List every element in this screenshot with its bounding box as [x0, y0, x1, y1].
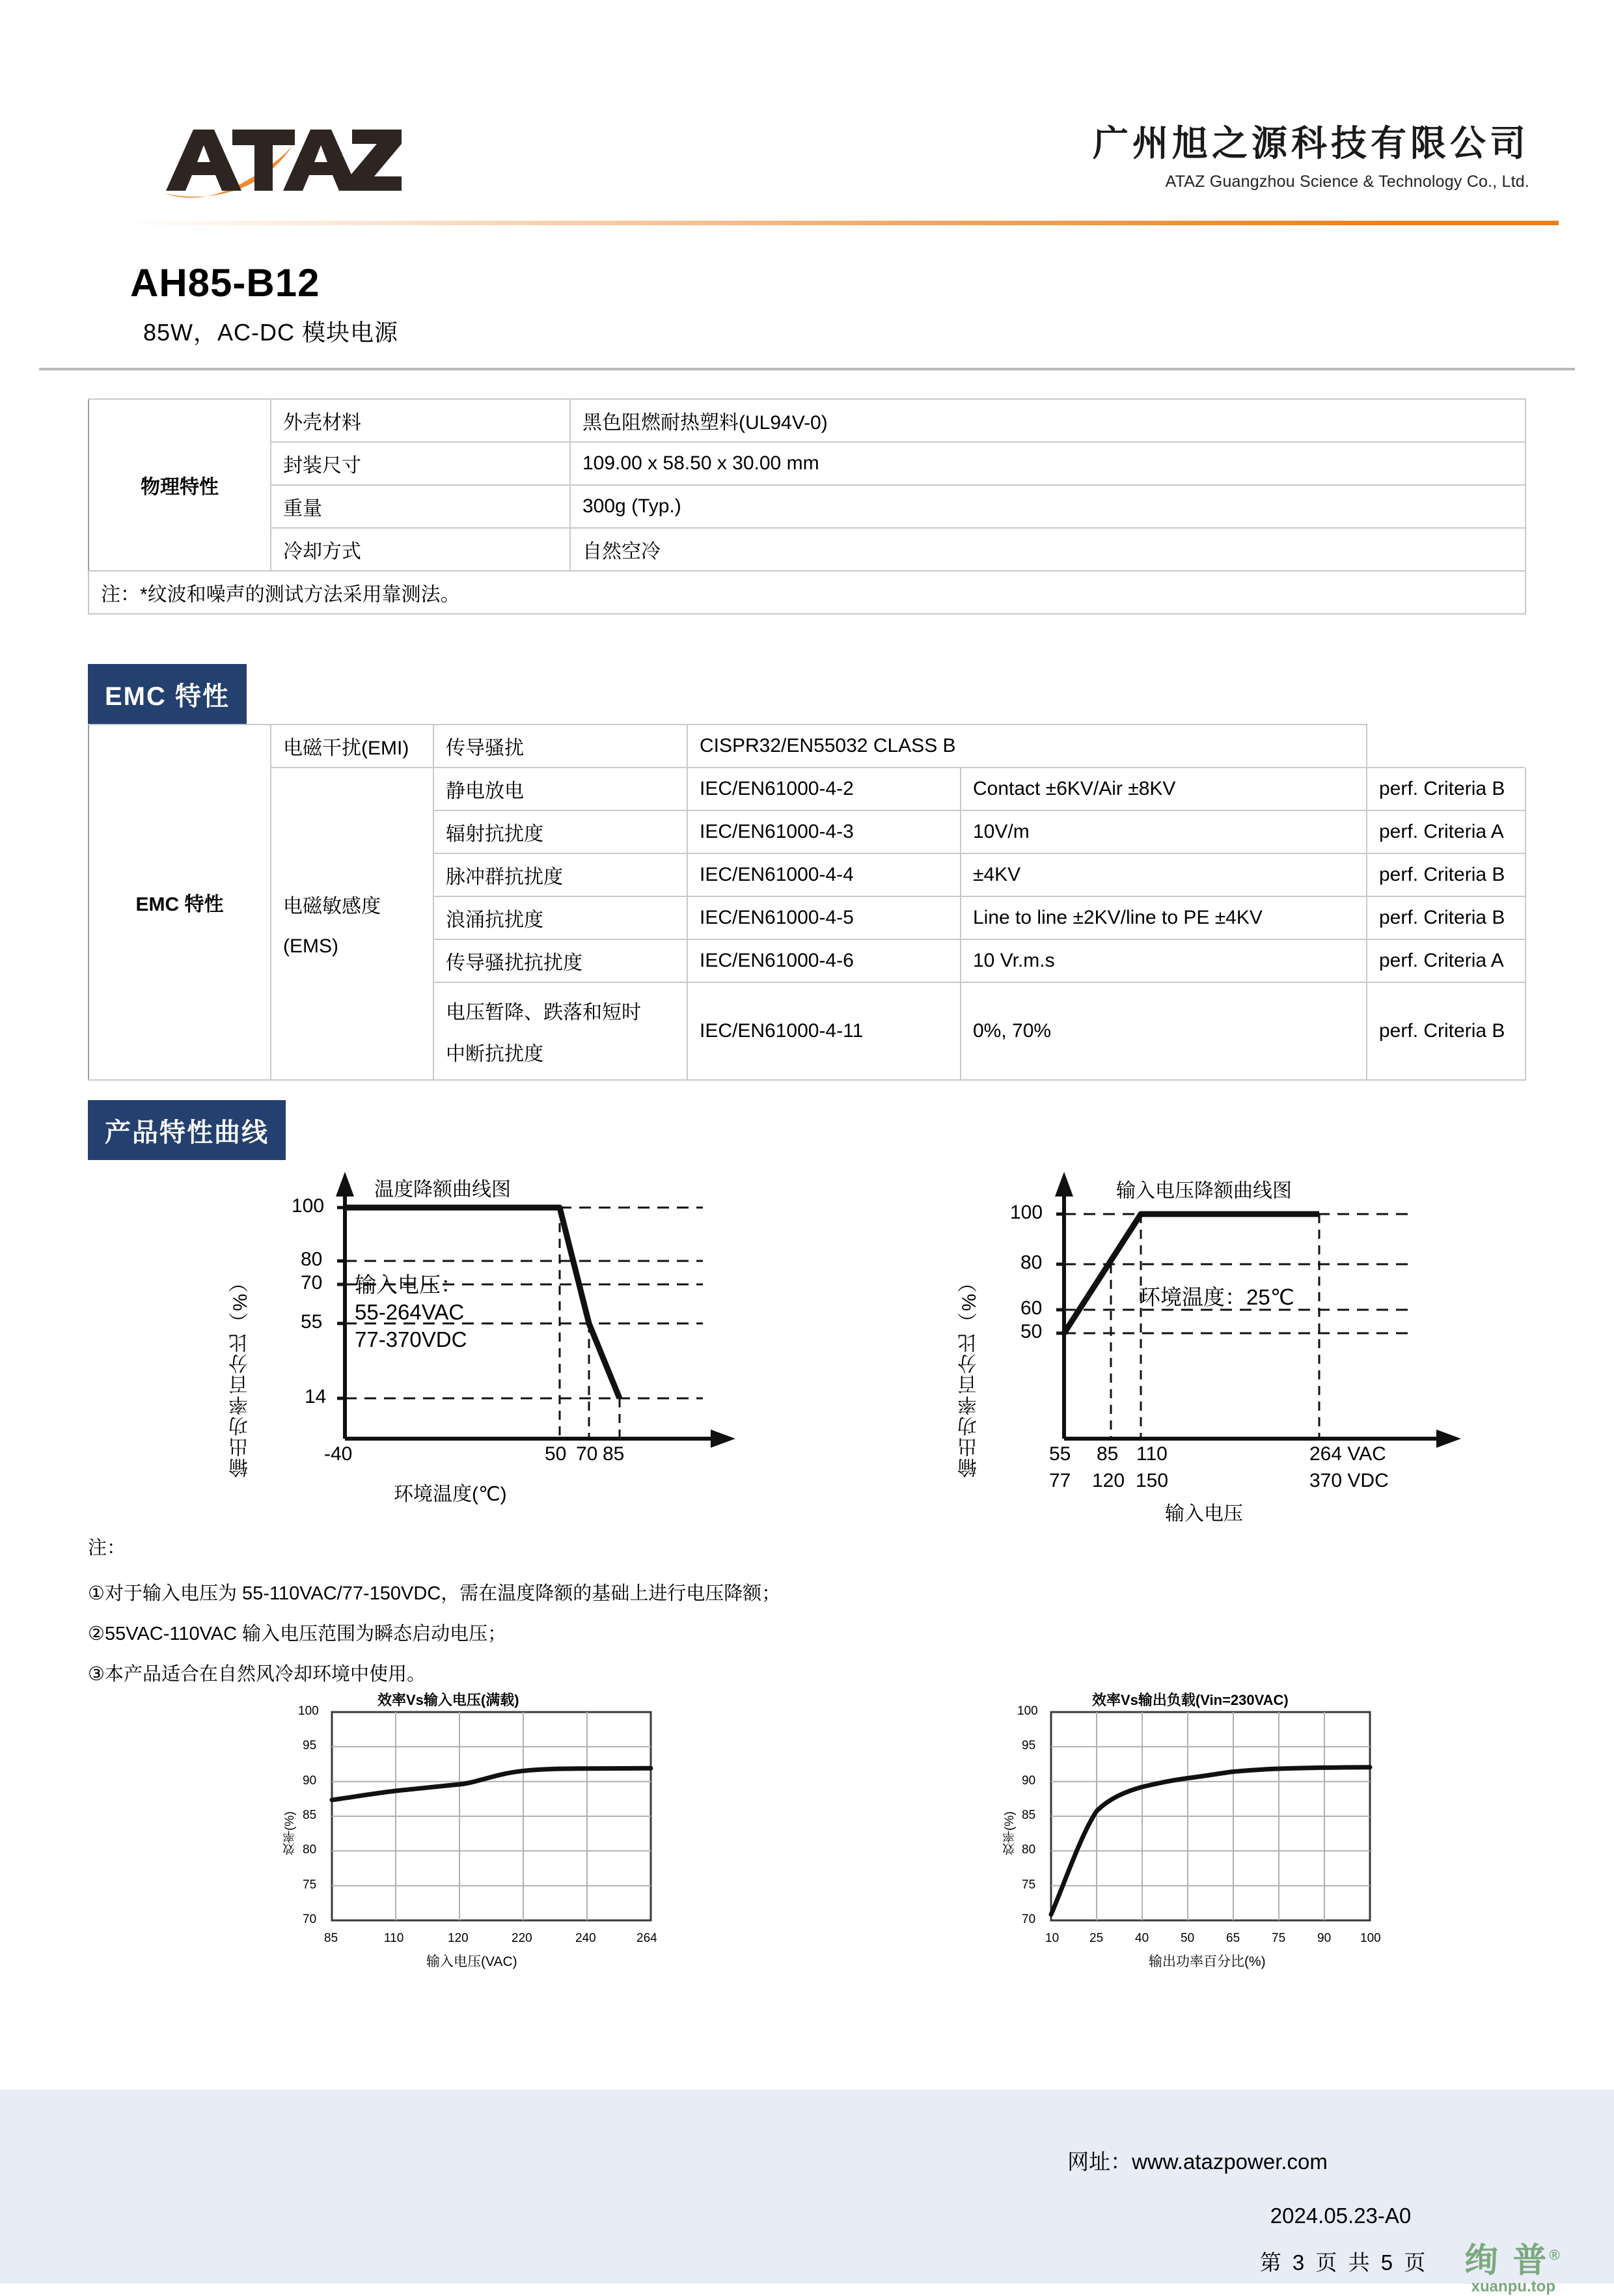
header-accent-rule [117, 221, 1559, 225]
table-row [89, 399, 1525, 442]
ems-row-name: 静电放电 [433, 768, 687, 810]
ems-row-standard: IEC/EN61000-4-11 [687, 982, 961, 1080]
chart4-ytick-70: 70 [1022, 1913, 1036, 1926]
ems-row-name: 浪涌抗扰度 [433, 896, 687, 939]
chart3-ytick-85: 85 [303, 1808, 317, 1822]
footer-website: 网址：www.atazpower.com [1067, 2150, 1328, 2174]
chart4-plot [1048, 1709, 1373, 1924]
footer-revision: 2024.05.23-A0 [1270, 2204, 1412, 2228]
chart1-annotation-line2: 55-264VAC [355, 1300, 465, 1325]
ems-row-name: 传导骚扰抗扰度 [433, 939, 687, 982]
ems-group-line2: (EMS) [283, 935, 338, 957]
chart1-annotation-line3: 77-370VDC [355, 1327, 467, 1352]
curves-note-2: ②55VAC-110VAC 输入电压范围为瞬态启动电压； [88, 1624, 507, 1644]
chart4-ytick-75: 75 [1022, 1878, 1036, 1892]
chart3-xtick-264: 264 [636, 1931, 657, 1945]
chart3-xtick-85: 85 [324, 1931, 338, 1945]
emi-group-label: 电磁干扰(EMI) [271, 725, 433, 768]
chart4-ytick-80: 80 [1022, 1843, 1036, 1857]
emi-row-name: 传导骚扰 [433, 725, 687, 768]
row-name: 冷却方式 [271, 528, 570, 571]
chart3-ytick-95: 95 [303, 1739, 317, 1752]
company-name-en: ATAZ Guangzhou Science & Technology Co., Ltd. [1165, 172, 1529, 191]
chart4-xtick-75: 75 [1272, 1931, 1286, 1945]
physical-note: 注：*纹波和噪声的测试方法采用靠测法。 [89, 571, 1525, 614]
chart1-xtick-85: 85 [603, 1443, 625, 1465]
ems-group-line1: 电磁敏感度 [283, 896, 381, 917]
chart3-ytick-100: 100 [298, 1704, 319, 1718]
emc-section-label: EMC 特性 [89, 725, 271, 1080]
chart2-ytick-100: 100 [1010, 1202, 1043, 1223]
chart1-y-axis-label: 输出功率百分比（%） [230, 1271, 251, 1478]
watermark [1464, 2233, 1563, 2296]
ems-row-value: Contact ±6KV/Air ±8KV [961, 768, 1367, 810]
emi-row-standard: CISPR32/EN55032 CLASS B [687, 725, 1367, 768]
chart2-xtick-dc-120: 120 [1092, 1470, 1125, 1491]
ems-row-criteria: perf. Criteria B [1367, 982, 1525, 1080]
chart4-ytick-95: 95 [1022, 1739, 1036, 1752]
ems-row-criteria: perf. Criteria A [1367, 939, 1525, 982]
chart-temperature-derating [221, 1165, 755, 1517]
row-value: 109.00 x 58.50 x 30.00 mm [570, 442, 1525, 485]
chart3-x-axis-label: 输入电压(VAC) [426, 1954, 517, 1969]
ems-row-value: ±4KV [961, 853, 1367, 896]
company-name-cn: 广州旭之源科技有限公司 [1092, 123, 1529, 163]
chart1-title: 温度降额曲线图 [374, 1179, 511, 1200]
footer-page-number: 第 3 页 共 5 页 [1259, 2250, 1429, 2275]
ems-row-name-line2: 中断抗扰度 [446, 1044, 543, 1065]
chart4-ytick-90: 90 [1022, 1774, 1036, 1788]
chart1-annotation [355, 1271, 467, 1354]
row-value: 自然空冷 [570, 528, 1525, 571]
ems-row-value: Line to line ±2KV/line to PE ±4KV [961, 896, 1367, 939]
page-subtitle: 85W，AC-DC 模块电源 [143, 319, 399, 346]
ems-row-name [433, 982, 687, 1080]
chart2-ytick-60: 60 [1020, 1297, 1043, 1319]
chart-efficiency-vs-input-voltage [267, 1689, 709, 1976]
chart1-ytick-100: 100 [292, 1195, 325, 1217]
ems-row-standard: IEC/EN61000-4-4 [687, 853, 961, 896]
chart1-annotation-line1: 输入电压： [355, 1273, 462, 1297]
chart4-x-axis-label: 输出功率百分比(%) [1149, 1954, 1266, 1969]
chart4-xtick-50: 50 [1181, 1931, 1195, 1945]
row-name: 重量 [271, 485, 570, 528]
row-value: 黑色阻燃耐热塑料(UL94V-0) [570, 399, 1525, 442]
curves-notes-heading: 注： [88, 1538, 126, 1558]
chart1-xtick-50: 50 [545, 1443, 567, 1465]
ems-row-criteria: perf. Criteria B [1367, 853, 1525, 896]
chart4-xtick-40: 40 [1135, 1931, 1149, 1945]
watermark-en: xuanpu.top [1471, 2278, 1555, 2295]
ems-row-standard: IEC/EN61000-4-3 [687, 810, 961, 853]
ems-row-value: 0%, 70% [961, 982, 1367, 1080]
table-row [89, 528, 1525, 571]
section-badge-emc: EMC 特性 [88, 664, 247, 724]
ataz-logo [159, 120, 407, 205]
ems-group-label [271, 768, 433, 1080]
chart2-xtick-dc-370: 370 VDC [1309, 1470, 1389, 1491]
chart4-y-axis-label: 效率(%) [1003, 1811, 1017, 1855]
emi-row-criteria-empty [1367, 725, 1525, 768]
table-row [89, 442, 1525, 485]
chart1-ytick-80: 80 [301, 1249, 323, 1270]
chart1-ytick-14: 14 [305, 1386, 327, 1407]
ems-row-value: 10V/m [961, 810, 1367, 853]
chart1-ytick-70: 70 [301, 1272, 323, 1293]
curves-note-3: ③本产品适合在自然风冷却环境中使用。 [88, 1664, 426, 1685]
row-name: 封装尺寸 [271, 442, 570, 485]
watermark-cn-text: 绚 普 [1464, 2242, 1550, 2280]
chart2-annotation [1139, 1280, 1294, 1311]
chart1-plot [260, 1165, 755, 1471]
emc-characteristics-table [88, 724, 1526, 1081]
ems-row-standard: IEC/EN61000-4-2 [687, 768, 961, 810]
chart3-ytick-70: 70 [303, 1913, 317, 1926]
watermark-cn [1464, 2233, 1563, 2282]
chart4-xtick-25: 25 [1089, 1931, 1104, 1945]
chart4-ytick-85: 85 [1022, 1808, 1036, 1822]
chart2-ytick-80: 80 [1020, 1252, 1043, 1273]
chart3-xtick-120: 120 [448, 1931, 469, 1945]
ems-row-name: 脉冲群抗扰度 [433, 853, 687, 896]
company-identity [1093, 124, 1529, 191]
chart3-ytick-80: 80 [303, 1843, 317, 1857]
table-row [89, 768, 1525, 810]
row-value: 300g (Typ.) [570, 485, 1525, 528]
chart2-xtick-dc-77: 77 [1049, 1470, 1071, 1491]
ems-row-value: 10 Vr.m.s [961, 939, 1367, 982]
chart2-y-axis-label: 输出功率百分比（%） [959, 1271, 980, 1478]
physical-section-label: 物理特性 [89, 399, 271, 571]
chart2-plot [986, 1165, 1500, 1471]
chart-efficiency-vs-output-load [983, 1689, 1438, 1976]
chart2-annotation-line1: 环境温度：25℃ [1139, 1285, 1294, 1309]
chart2-ytick-50: 50 [1020, 1321, 1043, 1342]
table-note-row [89, 571, 1525, 614]
chart2-xtick-ac-85: 85 [1097, 1443, 1119, 1465]
chart3-ytick-75: 75 [303, 1878, 317, 1892]
page-header [0, 0, 1614, 241]
ems-row-standard: IEC/EN61000-4-6 [687, 939, 961, 982]
product-title-block [130, 260, 398, 348]
chart2-x-axis-label: 输入电压 [1165, 1503, 1243, 1525]
physical-characteristics-table [88, 398, 1526, 615]
row-name: 外壳材料 [271, 399, 570, 442]
chart3-xtick-240: 240 [575, 1931, 596, 1945]
chart2-xtick-ac-110: 110 [1136, 1443, 1168, 1465]
chart2-xtick-ac-264: 264 VAC [1309, 1443, 1386, 1465]
ems-row-criteria: perf. Criteria B [1367, 896, 1525, 939]
chart3-y-axis-label: 效率(%) [283, 1811, 297, 1855]
chart1-xtick-70: 70 [576, 1443, 598, 1465]
chart2-xtick-dc-150: 150 [1136, 1470, 1169, 1491]
ems-row-name-line1: 电压暂降、跌落和短时 [446, 1002, 641, 1023]
table-row [89, 485, 1525, 528]
chart4-xtick-100: 100 [1360, 1931, 1381, 1945]
chart2-xtick-ac-55: 55 [1049, 1443, 1071, 1465]
chart2-title: 输入电压降额曲线图 [1116, 1180, 1292, 1202]
chart1-ytick-55: 55 [301, 1311, 323, 1333]
chart4-title: 效率Vs输出负载(Vin=230VAC) [1092, 1692, 1289, 1708]
chart1-x-axis-label: 环境温度(℃) [394, 1484, 507, 1505]
chart3-plot [329, 1709, 654, 1924]
ems-row-criteria: perf. Criteria A [1367, 810, 1525, 853]
chart4-xtick-65: 65 [1226, 1931, 1240, 1945]
chart4-xtick-90: 90 [1317, 1931, 1332, 1945]
chart4-xtick-10: 10 [1045, 1931, 1060, 1945]
chart3-title: 效率Vs输入电压(满载) [377, 1692, 519, 1708]
chart3-xtick-110: 110 [384, 1931, 404, 1945]
chart4-ytick-100: 100 [1017, 1704, 1038, 1718]
table-row [89, 725, 1525, 768]
section-badge-curves: 产品特性曲线 [88, 1100, 286, 1160]
title-divider [39, 368, 1575, 370]
chart1-xtick-neg40: -40 [324, 1443, 353, 1465]
ems-row-name: 辐射抗扰度 [433, 810, 687, 853]
curves-note-1: ①对于输入电压为 55-110VAC/77-150VDC，需在温度降额的基础上进行电压降额； [88, 1583, 781, 1604]
ems-row-standard: IEC/EN61000-4-5 [687, 896, 961, 939]
chart3-ytick-90: 90 [303, 1774, 317, 1788]
watermark-registered-icon: ® [1549, 2247, 1563, 2263]
ems-row-criteria: perf. Criteria B [1367, 768, 1525, 810]
page-title: AH85-B12 [130, 261, 320, 305]
chart3-xtick-220: 220 [512, 1931, 532, 1945]
chart-input-voltage-derating [950, 1165, 1503, 1525]
